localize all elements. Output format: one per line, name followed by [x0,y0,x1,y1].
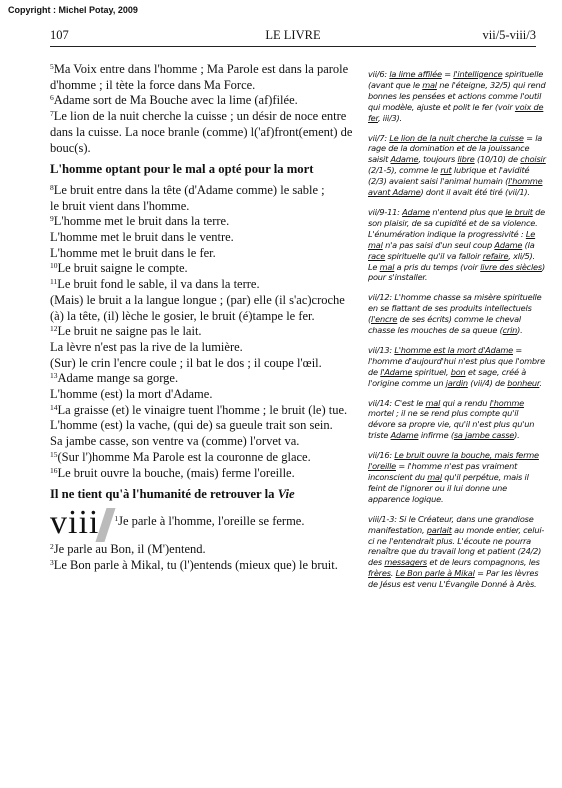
verse: $^{15}$(Sur l')homme Ma Parole est la couronne de glace. [50,449,311,464]
verse: $^8$Le bruit entre dans la tête (d'Adame comme) le sable ; [50,182,325,197]
note-emphasis: mal [422,79,437,90]
note-emphasis: bon [450,366,466,377]
note-text: = Par les lèvres de Jésus est venu L'Évangile Donné à Arès. [368,568,539,590]
note-emphasis: le bruit [505,206,533,217]
note-text: qu'il perpétue, mais il feint de l'ignorer ou il lui donne une apparence logique. [368,472,529,504]
verse-line: La lèvre n'est pas la rive de la lumière. [50,339,243,354]
verse: $^3$Le Bon parle à Mikal, tu (l')entends (mieux que) le bruit. [50,557,338,572]
note-emphasis: choisir [520,154,546,165]
note-emphasis: rut [440,165,452,176]
verse-line: (Mais) le bruit a la langue longue ; (par) elle (il s'ac)croche (à) la tête, (il) lèche le gosier, le bruit (é)tampe le fer. [50,292,345,323]
note-text: . [390,568,396,579]
header-rule [50,46,536,47]
verse: $^6$Adame sort de Ma Bouche avec la lime (af)filée. [50,93,298,108]
note-text: a pris du temps (voir [394,261,481,272]
note-text: (vii/4) de [467,377,508,388]
margin-note [368,450,546,505]
note-emphasis: la lime affilée [389,69,442,79]
note-emphasis: refaire [482,250,509,261]
verse: $^{11}$Le bruit fond le sable, il va dans la terre. [50,277,260,292]
note-emphasis: parlait [426,524,452,535]
note-text: vii/13: [368,344,395,355]
verse: $^2$Je parle au Bon, il (M')entend. [50,541,206,556]
note-emphasis: mal [427,472,442,482]
note-text: = l'homme n'est pas vraiment inconscient du [368,461,518,482]
note-emphasis: Le mal [368,228,536,250]
note-emphasis: L'homme est la mort d'Adame [394,344,513,355]
note-emphasis: Adame [402,206,430,217]
note-text: qui a rendu [440,397,490,408]
verse-line: L'homme met le bruit dans le ventre. [50,230,234,245]
note-emphasis: crin [502,325,518,336]
note-emphasis: messagers [384,557,427,568]
note-text: . [539,377,542,388]
note-text: spirituel, [412,366,451,377]
note-emphasis: l'homme [489,397,524,408]
note-text: = l'homme d'aujourd'hui n'est plus que l'ombre de [368,344,545,377]
note-emphasis: bonheur [507,377,540,388]
note-emphasis: mal [379,261,395,272]
verse: $^{14}$La graisse (et) le vinaigre tuent l'homme ; le bruit (le) tue. [50,402,348,417]
margin-note [368,133,546,198]
note-text: et sage, créé à l'origine comme un [368,366,527,388]
note-text: vii/16: [368,450,395,461]
note-text: (2/1-5), comme le [368,165,441,176]
verse: $^{12}$Le bruit ne saigne pas le lait. [50,324,202,339]
note-text: n'entend plus que [429,206,506,217]
note-emphasis: Le lion de la nuit cherche la cuisse [389,132,524,143]
note-text: , xli/5). Le [368,250,535,272]
note-text: infirme ( [418,430,454,441]
note-emphasis: mal [425,397,441,408]
margin-note [368,398,546,442]
note-text: vii/9-11: [368,206,403,217]
note-text: ) pour s'installer. [368,261,545,283]
copyright-notice: Copyright : Michel Potay, 2009 [8,5,138,15]
margin-note [368,292,546,336]
book-title: LE LIVRE [265,28,321,42]
note-text: spirituelle (avant que le [368,69,544,90]
note-text: vii/7: [368,132,390,143]
verse: $^5$Ma Voix entre dans l'homme ; Ma Parole est dans la parole d'homme ; il tète la force dans Ma Force. [50,62,349,92]
verse-line: Sa jambe casse, son ventre va (comme) l'orvet va. [50,434,300,449]
note-text: ). [517,325,523,336]
note-text: = [441,69,454,79]
note-text: (la [522,239,535,250]
note-text: ). [514,430,520,441]
note-text: viii/1-3: Si le Créateur, dans une grandiose manifestation, [368,513,534,535]
note-text: et de leurs compagnons, les [426,557,540,568]
main-text [50,62,354,573]
note-emphasis: l'homme avant Adame [368,176,543,198]
note-emphasis: l'encre [371,314,398,325]
note-text: , iii/3). [377,112,402,123]
margin-notes [368,69,546,599]
note-emphasis: Adame [494,239,523,250]
note-text: = la rage de la domination et de la jouissance saisit [368,132,543,165]
note-emphasis: libre [457,154,475,165]
note-text: ) dont il avait été tiré (vii/1). [420,187,530,198]
note-emphasis: l'Adame [380,366,413,377]
page-number: 107 [50,28,69,42]
note-text: de son plaisir, de sa cupidité et de sa violence. L'énumération indique la progressivité : [368,206,546,239]
note-text: vii/12: L'homme chasse sa misère spirituelle en se flattant de ses produits intellectuels ( [368,292,542,325]
note-text: ne l'éteigne, 32/5) qui rend bonnes les pensées et actions comme l'outil qui modèle, ajuste et polit le fer (voir [368,79,546,112]
note-text: , toujours [418,154,458,165]
section-heading: Il ne tient qu'à l'humanité de retrouver la Vie [50,487,295,502]
note-text: (10/10) de [474,154,521,165]
verse-line: L'homme (est) la vache, (qui de) sa gueule trait son sein. [50,418,333,433]
verse: $^{10}$Le bruit saigne le compte. [50,261,188,276]
verse: $^9$L'homme met le bruit dans la terre. [50,214,230,229]
verse: $^{16}$Le bruit ouvre la bouche, (mais) ferme l'oreille. [50,465,295,480]
note-emphasis: voix de fer [368,101,544,123]
page-header [50,28,536,43]
note-emphasis: frères [368,568,391,579]
note-emphasis: Le Bon parle à Mikal [395,568,475,579]
margin-note [368,207,546,283]
note-emphasis: Adame [390,154,419,165]
note-text: de ses écrits) comme le cheval chasse les mouches de sa queue ( [368,314,522,336]
margin-note [368,69,546,124]
note-emphasis: livre des siècles [480,261,542,272]
note-emphasis: Le bruit ouvre la bouche, mais ferme l'oreille [368,450,539,472]
note-text: vii/6: [368,69,390,79]
chapter-numeral: viii [50,508,110,542]
note-emphasis: Adame [390,430,419,441]
section-heading: L'homme optant pour le mal a opté pour la mort [50,162,314,177]
margin-note [368,345,546,389]
note-text: n'a pas saisi d'un seul coup [382,239,495,250]
verse-line: L'homme met le bruit dans le fer. [50,245,216,260]
margin-note [368,514,546,590]
note-emphasis: sa jambe casse [453,430,515,441]
note-text: mortel ; il ne se rend plus compte qu'il dévore sa propre vie, qu'il n'est plus qu'un triste [368,408,535,441]
chapter-reference: vii/5-viii/3 [482,28,536,42]
note-emphasis: race [368,250,386,261]
verse-line: (Sur) le crin l'encre coule ; il bat le dos ; il coupe l'œil. [50,355,322,370]
verse: $^7$Le lion de la nuit cherche la cuisse ; un désir de noce entre dans la cuisse. La noce branle (comme) l('af)front(ement) de bouc(s). [50,109,353,155]
note-emphasis: jardin [445,377,468,388]
verse: $^{13}$Adame mange sa gorge. [50,371,179,386]
note-emphasis: l'intelligence [453,69,503,79]
verse-line: L'homme (est) la mort d'Adame. [50,387,213,402]
verse: $^1$Je parle à l'homme, l'oreille se ferme. [114,513,305,528]
chapter-start [50,503,354,542]
note-text: vii/14: C'est le [368,397,426,408]
note-text: au monde entier, celui-ci ne l'entendrait plus. L'écoute ne pourra renaître que du travail long et patient (24/2) des [368,524,545,568]
note-text: spirituelle qu'il va falloir [385,250,483,261]
verse-line: le bruit vient dans l'homme. [50,198,190,213]
note-text: lubrique et l'avidité (2/3) avaient saisi l'animal humain ( [368,165,530,187]
